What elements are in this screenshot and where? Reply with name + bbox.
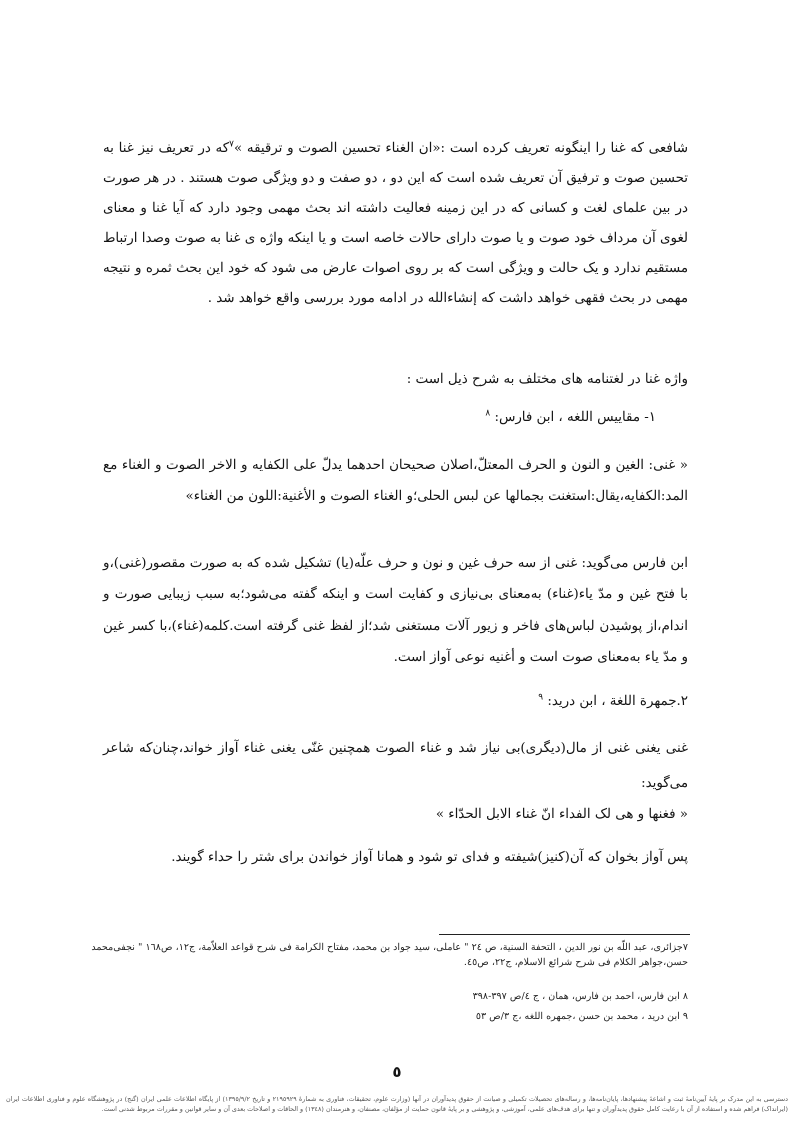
list-item-1-text: ١- مقاییس اللغه ، ابن فارس: xyxy=(494,410,656,425)
paragraph-1-continuation: که در تعریف نیز غنا به تحسین صوت و ترفیق آن تعریف شده است که این دو ، دو صفت و دو ویژگی صوت هستند . در هر صورت در بین علمای لغت و کسانی که در این زمینه فعالیت داشته اند بحث مهمی وجود دارد که آیا غنا و معنای لغوی آن مرداف خود صوت و یا صوت دارای حالات خاصه است و یا اینکه واژه ی غنا به صوت وصدا ارتباط مستقیم ندارد و یک حالت و ویژگی است که بر روی اصوات عارض می شود که خود این بحث ثمره و نتیجه مهمی در بحث فقهی خواهد داشت که إنشاءالله در ادامه مورد بررسی واقع خواهد شد . xyxy=(103,141,688,306)
footnote-ref-7[interactable]: ٧ xyxy=(229,139,234,150)
body-paragraph-4: ابن فارس می‌گوید: غنی از سه حرف غین و نون و حرف علّه(یا) تشکیل شده که به صورت مقصور(غنی)،و با فتح غین و مدّ یاء(غناء) به‌معنای بی‌نیازی و کفایت است و اینکه گفته می‌شود؛به سبب زیبایی صورت و اندام،از پوشیدن لباس‌های فاخر و زیور آلات مستغنی شد؛از لفظ غنی گرفته است.کلمه(غناء)،با کسر غین و مدّ یاء به‌معنای صوت است و أغنیه نوعی آواز است. xyxy=(103,556,688,665)
footnote-ref-9[interactable]: ٩ xyxy=(538,692,544,703)
footnote-ref-8[interactable]: ٨ xyxy=(485,408,491,419)
footnote-9: ٩ ابن درید ، محمد بن حسن ،جمهره اللغه ،ج ٣/ص ٥٣ xyxy=(475,1011,688,1022)
body-paragraph-2: واژه غنا در لغتنامه های مختلف به شرح ذیل است : xyxy=(406,372,688,387)
footnote-7: ٧جزائری، عبد اللّه بن نور الدین ، التحفة السنیة، ص ٢٤ " عاملی، سید جواد بن محمد، مفتاح الکرامة فی شرح قواعد العلاّمة، ج١٢، ص١٦٨ " نجفی‌محمد حسن،جواهر الکلام فی شرح شرائع الاسلام، ج٢٢، ص٤٥. xyxy=(91,942,688,968)
body-paragraph-5: غنی یغنی غنی از مال(دیگری)بی نیاز شد و غناء الصوت همچنین غنّی یغنی غناء آواز خواند،چنان‌که شاعر می‌گوید: xyxy=(103,741,688,791)
body-paragraph-1 xyxy=(103,134,688,314)
body-paragraph-7: پس آواز بخوان که آن(کنیز)شیفته و فدای تو شود و همانا آواز خواندن برای شتر را حداء گویند. xyxy=(171,850,688,865)
footnote-8: ٨ ابن فارس، احمد بن فارس، همان ، ج ٤/ص ٣٩٧-٣٩٨ xyxy=(472,991,688,1002)
list-item-1 xyxy=(103,408,656,428)
paragraph-1-text: شافعی که غنا را اینگونه تعریف کرده است :«ان الغناء تحسین الصوت و ترقیقه » xyxy=(233,141,688,156)
repository-disclaimer: دسترسی به این مدرک بر پایهٔ آیین‌نامهٔ ثبت و اشاعهٔ پیشنهادها، پایان‌نامه‌ها، و رساله‌های تحصیلات تکمیلی و صیانت از حقوق پدیدآوران در آنها (وزارت علوم، تحقیقات، فناوری به شمارهٔ ٢١٩٥٩٢٩ و تاریخ ١٣٩٥/٩/٢) از پایگاه اطلاعات علمی ایران (گنج) در پژوهشگاه علوم و فناوری اطلاعات ایران (ایرانداک) فراهم شده و استفاده از آن با رعایت کامل حقوق پدیدآوران و تنها برای هدف‌های علمی، آموزشی، و پژوهشی و بر پایهٔ قانون حمایت از مؤلفان، مصنفان، و هنرمندان (١٣٤٨) و الحاقات و اصلاحات بعدی آن و سایر قوانین و مقررات مربوط شدنی است. xyxy=(6,1095,788,1113)
arabic-quote-1: « غنی: الغین و النون و الحرف المعتلّ،اصلان صحیحان احدهما یدلّ علی الکفایه و الاخر الصوت و الغناء مع المد:الکفایه،یقال:استغنت بجمالها عن لبس الحلی؛و الغناء الصوت و الأغنیة:اللون من الغناء» xyxy=(103,458,688,505)
page-number: ٥ xyxy=(392,1063,402,1081)
list-item-2 xyxy=(103,692,688,712)
list-item-2-text: ٢.جمهرة اللغة ، ابن درید: xyxy=(547,694,688,709)
footnote-divider xyxy=(439,934,690,935)
poem-quote: « فغنها و هی لک الفداء انّ غناء الابل الحدّاء » xyxy=(435,807,688,822)
